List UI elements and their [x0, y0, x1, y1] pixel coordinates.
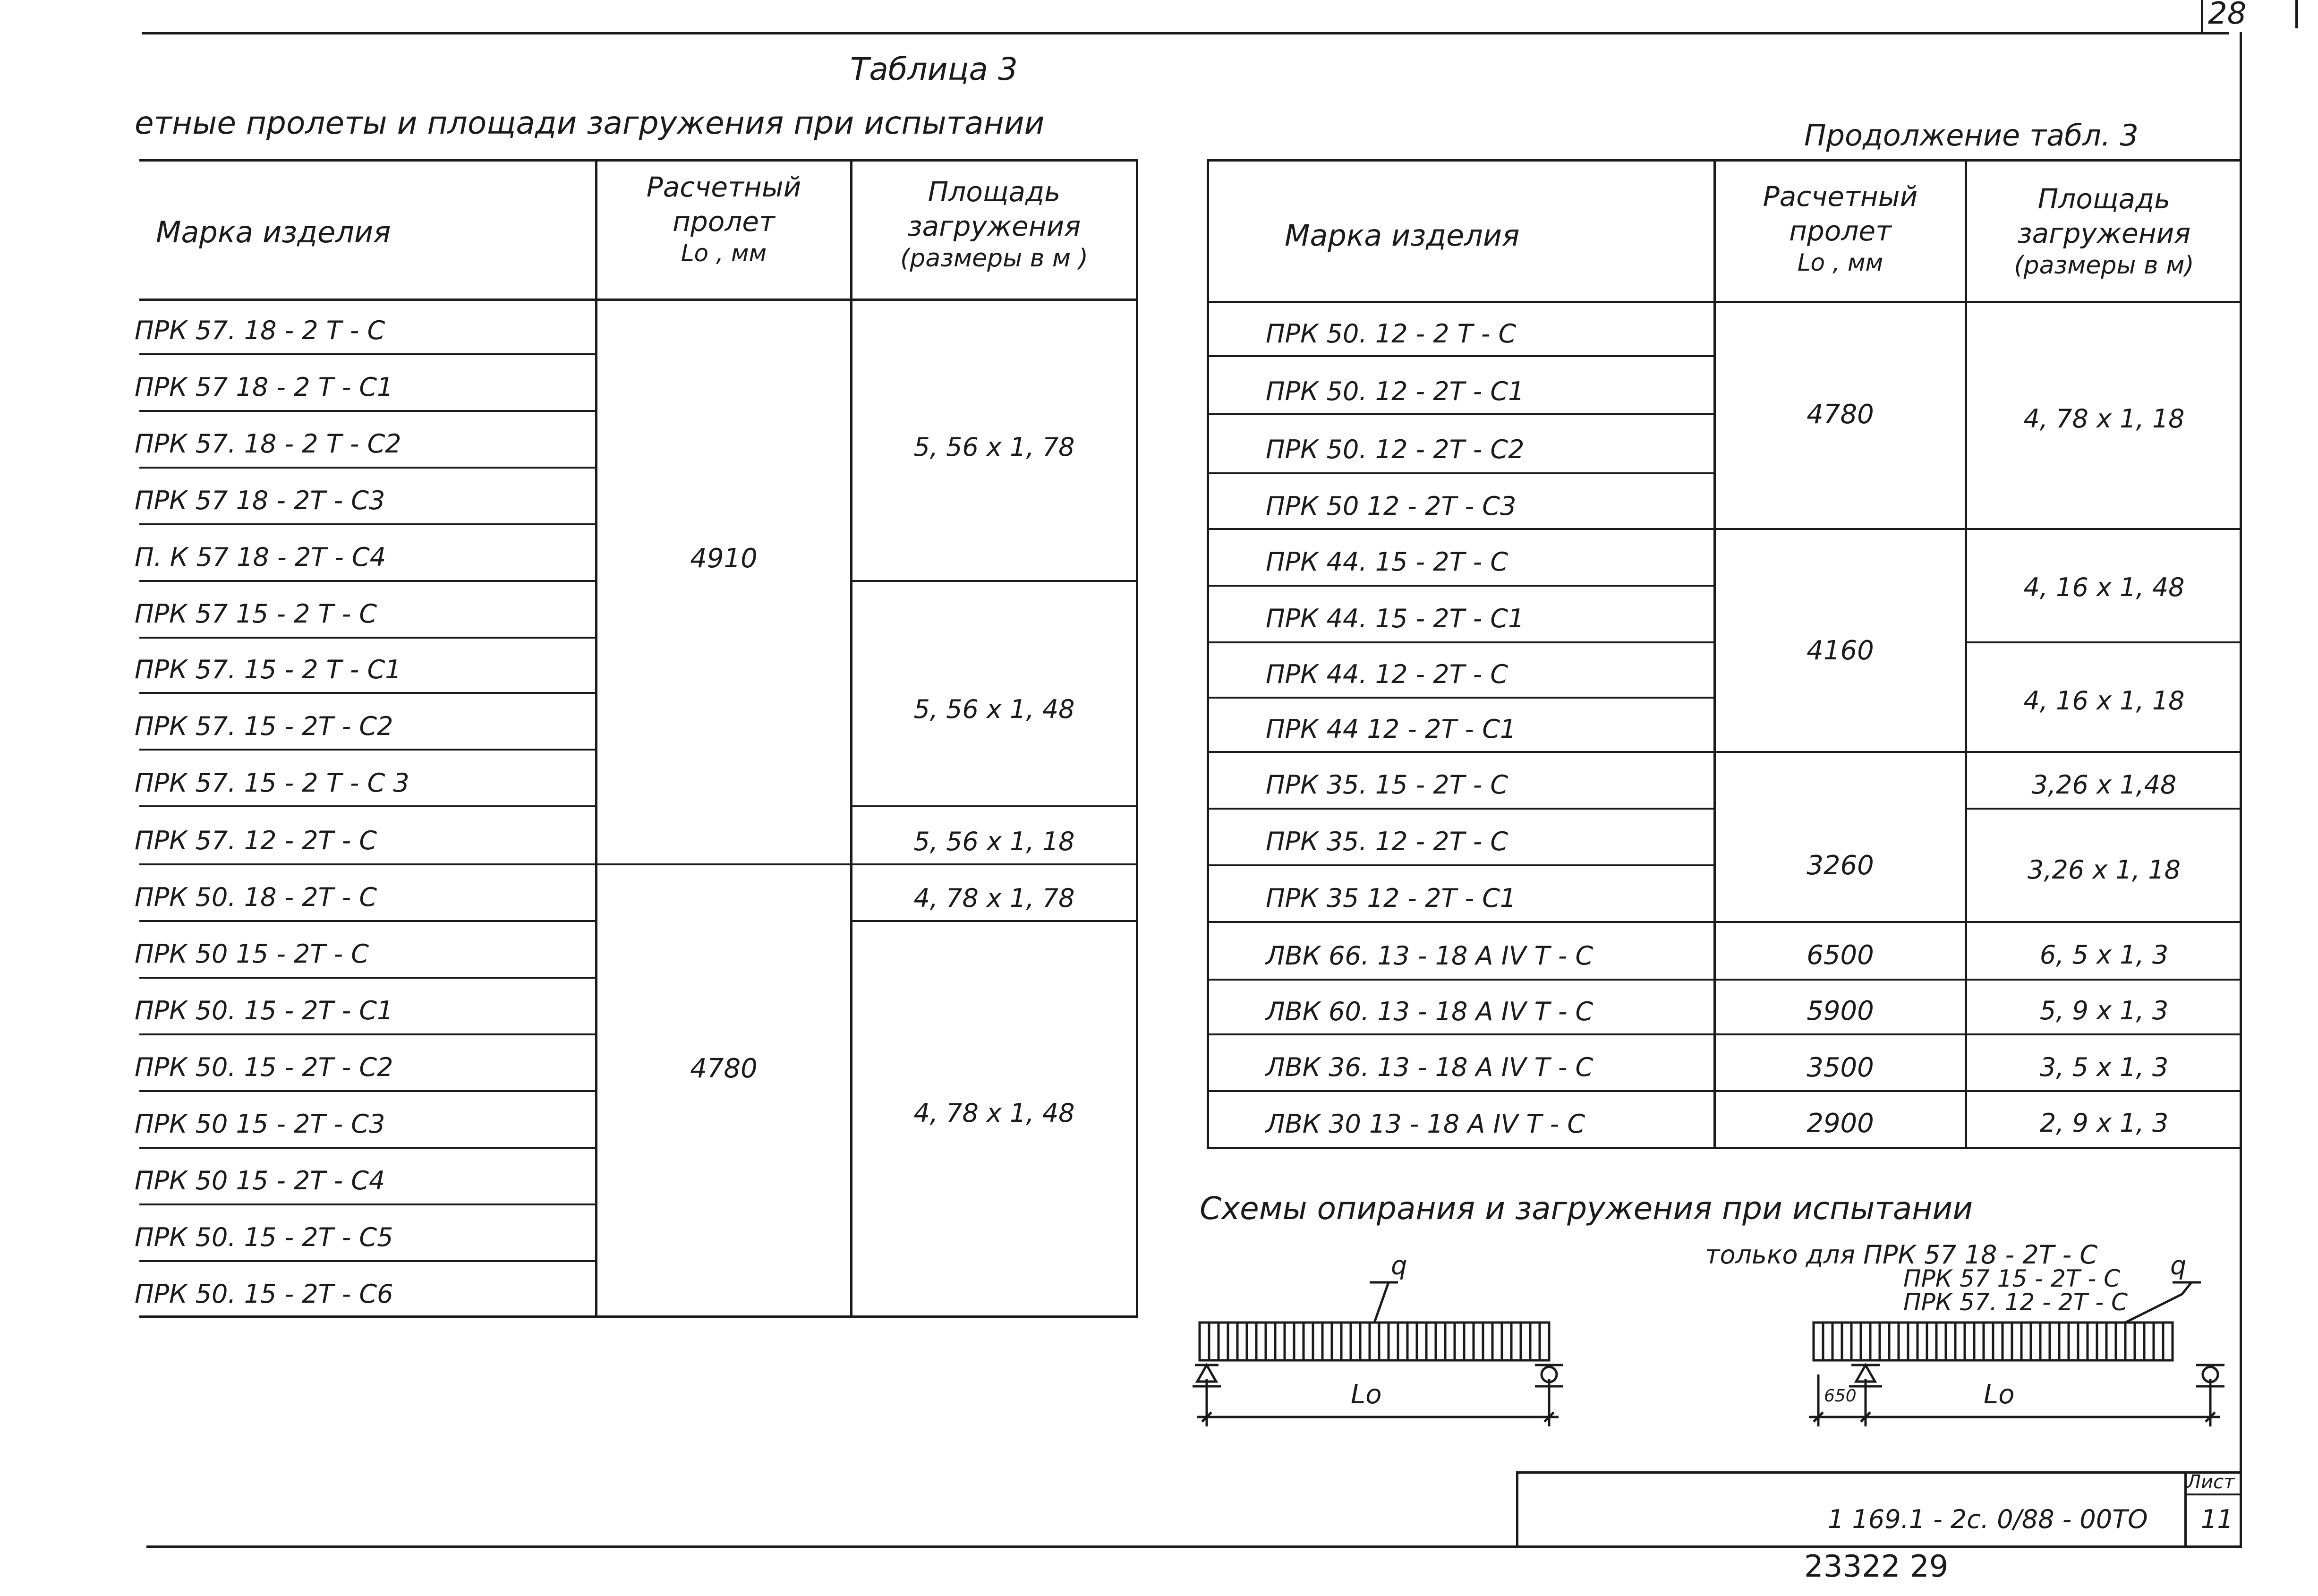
area-cell: 5, 9 х 1, 3 [2039, 996, 2169, 1025]
mark-cell: ПРК 44. 12 - 2Т - С [1266, 659, 1508, 689]
left-table-bottom [139, 1315, 1138, 1318]
row-sep [1207, 751, 2241, 753]
left-table-top-line [139, 159, 1138, 162]
mark-cell: ПРК 50 15 - 2Т - С [135, 939, 369, 969]
row-sep [1207, 585, 1714, 587]
header-span-line2: пролет [673, 205, 775, 238]
row-sep [1207, 413, 1714, 415]
row-sep [139, 523, 595, 525]
edge-mark [2295, 0, 2298, 28]
right-left-edge [1207, 159, 1209, 1149]
area-cell: 5, 56 х 1, 48 [913, 694, 1075, 724]
mark-cell: ЛВК 30 13 - 18 А IV Т - С [1266, 1109, 1585, 1139]
left-col-divider-2 [850, 159, 852, 1318]
area-cell: 6, 5 х 1, 3 [2039, 940, 2169, 970]
mark-cell: ЛВК 60. 13 - 18 А IV Т - С [1266, 997, 1594, 1026]
scheme-1-load-label: q [1391, 1251, 1407, 1280]
mark-cell: ЛВК 66. 13 - 18 А IV Т - С [1266, 941, 1594, 971]
mark-cell: ПРК 50. 18 - 2Т - С [135, 882, 377, 912]
area-cell: 4, 16 х 1, 48 [2023, 572, 2185, 602]
row-sep [139, 1147, 595, 1149]
row-sep [139, 920, 595, 922]
area-cell: 5, 56 х 1, 18 [913, 827, 1075, 856]
row-sep [1207, 921, 2241, 923]
schemes-only-for-2: ПРК 57 15 - 2Т - С [1903, 1265, 2121, 1292]
row-sep [1207, 1033, 2241, 1035]
bottom-numbers: 23322 29 [1804, 1549, 1949, 1584]
header-area [1967, 182, 2241, 281]
span-cell: 4780 [690, 1053, 758, 1084]
header-mark: Марка изделия [156, 215, 391, 249]
mark-cell: ПРК 57 18 - 2 Т - С1 [135, 372, 393, 402]
row-sep [139, 637, 595, 639]
header-span-line2: пролет [1789, 214, 1892, 247]
continuation-label: Продолжение табл. 3 [1804, 118, 2139, 153]
mark-cell: ПРК 57. 12 - 2Т - С [135, 826, 377, 855]
span-group-sep [595, 863, 852, 865]
row-sep [139, 1090, 595, 1092]
mark-cell: ПРК 50 12 - 2Т - С3 [1266, 491, 1517, 521]
mark-cell: ПРК 35. 12 - 2Т - С [1266, 827, 1508, 856]
right-table-top [1207, 159, 2241, 162]
area-cell: 4, 78 х 1, 78 [913, 883, 1075, 913]
schemes-only-for-3: ПРК 57. 12 - 2Т - С [1903, 1289, 2128, 1316]
area-cell: 3,26 х 1,48 [2031, 770, 2177, 800]
row-sep [139, 1033, 595, 1035]
area-sep [850, 920, 1138, 922]
area-sep [850, 805, 1138, 807]
row-sep [139, 580, 595, 582]
scheme-1-span-label: Lo [1351, 1379, 1382, 1410]
header-area [852, 175, 1136, 274]
header-span [1716, 179, 1965, 278]
left-col-divider-1 [595, 159, 597, 1318]
scheme-2-offset-label: 650 [1824, 1386, 1857, 1406]
mark-cell: ПРК 50 15 - 2Т - С3 [135, 1109, 385, 1139]
area-cell: 3, 5 х 1, 3 [2039, 1052, 2169, 1082]
mark-cell: ПРК 50. 12 - 2 Т - С [1266, 319, 1517, 349]
area-sep [1965, 641, 2241, 643]
mark-cell: ПРК 50. 15 - 2Т - С6 [135, 1279, 393, 1309]
span-cell: 4160 [1807, 635, 1874, 666]
row-sep [1207, 864, 1714, 866]
row-sep [1207, 808, 1714, 810]
stamp-left [1516, 1471, 1518, 1548]
row-sep [1207, 472, 1714, 474]
mark-cell: ПРК 44. 15 - 2Т - С1 [1266, 604, 1525, 633]
mark-cell: ПРК 44. 15 - 2Т - С [1266, 547, 1508, 577]
area-cell: 4, 78 х 1, 18 [2023, 404, 2185, 434]
header-span-line1: Расчетный [646, 171, 801, 203]
row-sep [1207, 1090, 2241, 1092]
header-area-line3: (размеры в м ) [900, 244, 1088, 273]
row-sep [139, 863, 595, 865]
stamp-top [1516, 1471, 2242, 1474]
mark-cell: ПРК 44 12 - 2Т - С1 [1266, 714, 1517, 744]
row-sep [139, 1260, 595, 1262]
mark-cell: ПРК 50. 12 - 2Т - С1 [1266, 376, 1525, 406]
row-sep [1207, 528, 2241, 530]
left-table-header-bottom [139, 299, 1138, 301]
header-span-line1: Расчетный [1763, 180, 1918, 213]
scheme-2-span-label: Lo [1984, 1379, 2015, 1410]
span-cell: 6500 [1807, 940, 1874, 971]
scheme-2-load-label: q [2170, 1251, 2187, 1280]
mark-cell: ПРК 50 15 - 2Т - С4 [135, 1166, 385, 1195]
row-sep [139, 410, 595, 412]
header-area-line1: Площадь [2037, 183, 2171, 215]
span-cell: 5900 [1807, 996, 1874, 1026]
table-label: Таблица 3 [850, 51, 1018, 87]
schemes-title: Схемы опирания и загружения при испытании [1200, 1190, 1973, 1227]
area-cell: 5, 56 х 1, 78 [913, 432, 1075, 462]
area-sep [850, 580, 1138, 582]
table-title: етные пролеты и площади загружения при испытании [135, 105, 1045, 141]
row-sep [1207, 355, 1714, 357]
span-cell: 2900 [1807, 1108, 1874, 1139]
span-cell: 3500 [1807, 1052, 1874, 1083]
page-number-divider [2201, 0, 2203, 32]
stamp-sheet-label: Лист [2187, 1471, 2235, 1493]
row-sep [139, 749, 595, 751]
left-right-edge [1136, 159, 1138, 1318]
scheme-2-diagram [1804, 1256, 2229, 1445]
header-mark: Марка изделия [1285, 218, 1520, 253]
area-cell: 2, 9 х 1, 3 [2039, 1108, 2169, 1138]
top-border [142, 32, 2229, 34]
row-sep [1207, 641, 1714, 643]
area-cell: 4, 78 х 1, 48 [913, 1098, 1075, 1128]
row-sep [139, 977, 595, 979]
mark-cell: ПРК 57. 15 - 2 Т - С1 [135, 655, 401, 684]
span-cell: 4910 [690, 543, 758, 574]
stamp-sheet-number: 11 [2201, 1504, 2233, 1534]
stamp-sheet-label-sep [2184, 1494, 2242, 1495]
right-table-bottom [1207, 1147, 2241, 1149]
mark-cell: ПРК 57. 15 - 2Т - С2 [135, 711, 393, 741]
row-sep [1207, 979, 2241, 981]
area-cell: 3,26 х 1, 18 [2028, 855, 2181, 885]
row-sep [1207, 697, 1714, 699]
row-sep [139, 467, 595, 469]
stamp-doc-code: 1 169.1 - 2с. 0/88 - 00ТО [1828, 1504, 2148, 1534]
mark-cell: П. К 57 18 - 2Т - С4 [135, 542, 386, 572]
span-cell: 3260 [1807, 850, 1874, 881]
mark-cell: ПРК 50. 15 - 2Т - С5 [135, 1222, 393, 1252]
area-cell: 4, 16 х 1, 18 [2023, 686, 2185, 716]
row-sep [139, 353, 595, 355]
header-area-line1: Площадь [928, 176, 1061, 208]
mark-cell: ПРК 35 12 - 2Т - С1 [1266, 883, 1517, 913]
header-area-line2: загружения [2017, 217, 2191, 249]
scheme-1-diagram [1190, 1256, 1568, 1445]
mark-cell: ПРК 57. 18 - 2 Т - С2 [135, 429, 401, 459]
mark-cell: ПРК 57 15 - 2 Т - С [135, 599, 377, 629]
row-sep [139, 805, 595, 807]
area-sep [1965, 808, 2241, 810]
row-sep [139, 692, 595, 694]
row-sep [139, 1203, 595, 1205]
mark-cell: ЛВК 36. 13 - 18 А IV Т - С [1266, 1052, 1594, 1082]
mark-cell: ПРК 57 18 - 2Т - С3 [135, 486, 385, 515]
header-area-line3: (размеры в м) [2014, 251, 2194, 280]
header-span [597, 170, 850, 268]
mark-cell: ПРК 35. 15 - 2Т - С [1266, 770, 1508, 800]
page-number: 28 [2208, 0, 2247, 31]
mark-cell: ПРК 50. 12 - 2Т - С2 [1266, 435, 1525, 464]
area-sep [850, 863, 1138, 865]
mark-cell: ПРК 57. 15 - 2 Т - С 3 [135, 768, 409, 798]
header-span-line3: Lo , мм [1797, 249, 1883, 276]
bottom-border [146, 1545, 2242, 1548]
header-span-line3: Lo , мм [681, 239, 767, 267]
schemes-only-for: только для ПРК 57 18 - 2Т - С [1705, 1240, 2098, 1270]
span-cell: 4780 [1807, 399, 1874, 430]
mark-cell: ПРК 50. 15 - 2Т - С1 [135, 996, 393, 1025]
mark-cell: ПРК 57. 18 - 2 Т - С [135, 316, 385, 345]
header-area-line2: загружения [907, 210, 1081, 242]
mark-cell: ПРК 50. 15 - 2Т - С2 [135, 1052, 393, 1082]
right-table-header-bottom [1207, 301, 2241, 303]
